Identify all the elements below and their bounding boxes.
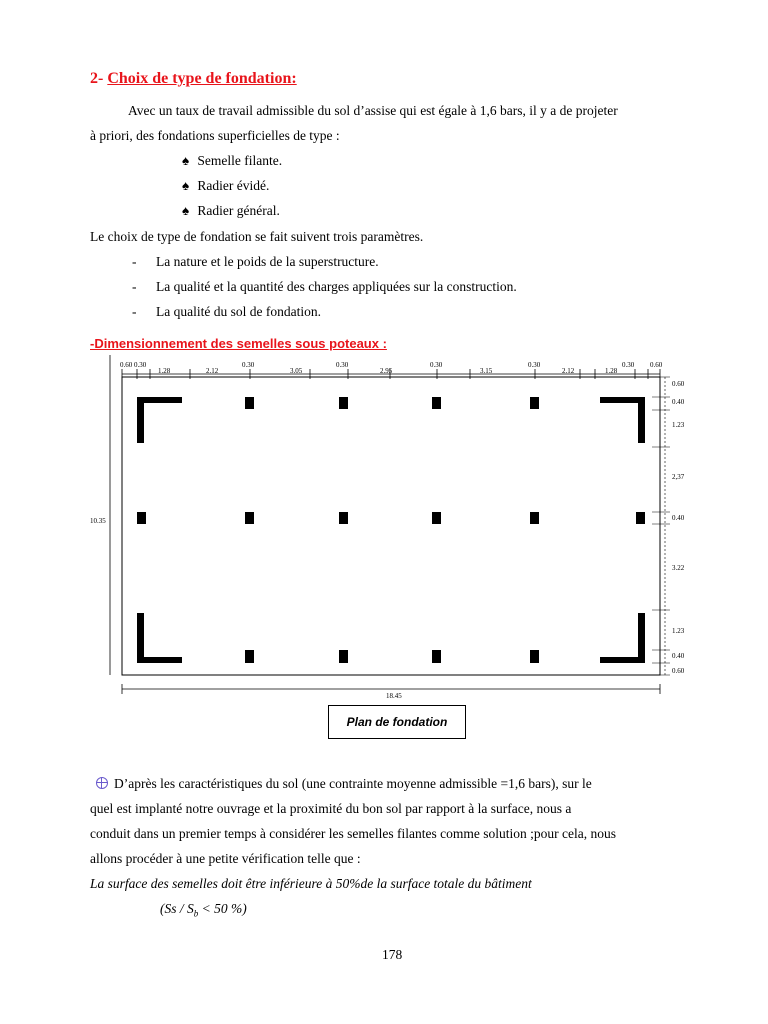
pad-footing: [137, 512, 146, 524]
pad-footing: [339, 397, 348, 409]
top-dimension-label: 2.12: [206, 367, 219, 375]
right-dimension-label: 0.60: [672, 667, 685, 675]
top-dimension-label: 2.12: [562, 367, 575, 375]
spade-icon: ♠: [182, 178, 190, 193]
formula-part-a: (Ss / S: [160, 901, 194, 916]
list-item: [182, 178, 269, 194]
list-item: [132, 279, 517, 295]
pad-footing: [530, 650, 539, 663]
top-dimension-label: 2.95: [380, 367, 393, 375]
plan-outline: [122, 377, 660, 675]
conclusion-line-3: conduit dans un premier temps à considérer les semelles filantes comme solution ;pour cela, nous: [90, 826, 616, 841]
corner-footing-top-left: [137, 397, 182, 443]
corner-footing-bottom-left: [137, 613, 182, 663]
pad-footing: [530, 512, 539, 524]
conclusion-line-2: quel est implanté notre ouvrage et la proximité du bon sol par rapport à la surface, nous a: [90, 801, 572, 816]
pad-footing: [432, 650, 441, 663]
right-dimension-label: 0.40: [672, 514, 685, 522]
intro-line-2: à priori, des fondations superficielles de type :: [90, 128, 340, 143]
right-dimension-label: 0.40: [672, 398, 685, 406]
section-heading: [90, 70, 297, 88]
right-dimension-label: 2,37: [672, 473, 685, 481]
pad-footing: [432, 397, 441, 409]
list-item: [132, 254, 379, 270]
pad-footing: [245, 650, 254, 663]
top-dimension-label: 0.30: [242, 361, 255, 369]
plan-caption: Plan de fondation: [328, 705, 466, 739]
top-dimension-label: 0.60: [650, 361, 663, 369]
section-number: 2-: [90, 70, 104, 87]
left-dimension-label: 10.35: [90, 517, 106, 525]
pad-footing: [636, 512, 645, 524]
foundation-type-label: Radier général.: [197, 203, 280, 218]
pad-footing: [530, 397, 539, 409]
top-dimension-label: 0.30: [134, 361, 147, 369]
dash-marker: -: [132, 304, 137, 319]
right-dimension-label: 1.23: [672, 627, 685, 635]
top-dimension-label: 1.28: [605, 367, 618, 375]
pad-footing: [245, 512, 254, 524]
right-dimension-label: 0.60: [672, 380, 685, 388]
conclusion-line-1: [96, 776, 592, 792]
surface-formula: [160, 901, 247, 922]
pad-footing: [245, 397, 254, 409]
top-dimension-label: 0.30: [430, 361, 443, 369]
dash-marker: -: [132, 254, 137, 269]
param-label: La qualité du sol de fondation.: [156, 304, 321, 319]
formula-part-b: < 50 %): [198, 901, 247, 916]
right-dimension-label: 1.23: [672, 421, 685, 429]
foundation-type-label: Semelle filante.: [197, 153, 283, 168]
right-dimension-label: 0.40: [672, 652, 685, 660]
right-dimension-label: 3.22: [672, 564, 685, 572]
list-item: [182, 203, 280, 219]
dash-marker: -: [132, 279, 137, 294]
page-number: 178: [382, 947, 403, 962]
top-dimension-label: 0.30: [336, 361, 349, 369]
top-dimension-label: 1.28: [158, 367, 171, 375]
top-dimension-label: 0.30: [622, 361, 635, 369]
section-title: Choix de type de fondation:: [107, 70, 297, 87]
subheading: -Dimensionnement des semelles sous poteaux :: [90, 336, 387, 351]
param-label: La qualité et la quantité des charges appliquées sur la construction.: [156, 279, 517, 294]
top-dimension-label: 0.60: [120, 361, 133, 369]
crosshair-bullet-icon: [96, 777, 108, 789]
surface-condition: La surface des semelles doit être inférieure à 50%de la surface totale du bâtiment: [90, 876, 532, 891]
conclusion-text: D’après les caractéristiques du sol (une contrainte moyenne admissible =1,6 bars), sur le: [114, 776, 592, 791]
conclusion-line-4: allons procéder à une petite vérification telle que :: [90, 851, 361, 866]
list-item: [132, 304, 321, 320]
pad-footing: [339, 512, 348, 524]
bottom-dimension-label: 18.45: [386, 692, 402, 700]
spade-icon: ♠: [182, 203, 190, 218]
top-dimension-label: 3.15: [480, 367, 493, 375]
param-label: La nature et le poids de la superstructure.: [156, 254, 379, 269]
formula-subscript: b: [193, 908, 199, 919]
list-item: [182, 153, 282, 169]
pad-footing: [432, 512, 441, 524]
right-dimension-ticks: [652, 377, 670, 675]
top-dimension-labels: [120, 361, 663, 375]
right-dimension-labels: [672, 380, 685, 675]
intro-line-1: Avec un taux de travail admissible du sol d’assise qui est égale à 1,6 bars, il y a de projeter: [128, 103, 618, 118]
top-dimension-label: 0.30: [528, 361, 541, 369]
corner-footing-bottom-right: [600, 613, 645, 663]
pad-footing: [339, 650, 348, 663]
foundation-plan: [90, 355, 710, 700]
foundation-type-label: Radier évidé.: [197, 178, 270, 193]
spade-icon: ♠: [182, 153, 190, 168]
corner-footing-top-right: [600, 397, 645, 443]
top-dimension-label: 3.05: [290, 367, 303, 375]
params-intro: Le choix de type de fondation se fait suivent trois paramètres.: [90, 229, 424, 244]
